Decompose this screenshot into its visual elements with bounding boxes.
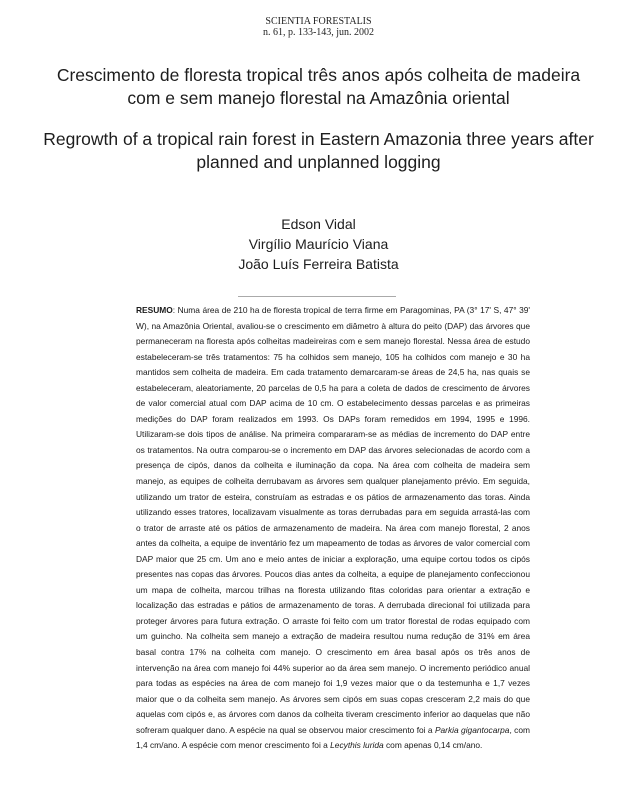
abstract-label: RESUMO: [136, 305, 173, 315]
abstract-text: , com 1,4 cm/ano. A espécie com menor crescimento foi a: [136, 724, 530, 751]
author-name: João Luís Ferreira Batista: [238, 256, 399, 272]
author-list: [0, 214, 637, 274]
abstract-paragraph: [136, 303, 530, 754]
separator-rule: [238, 296, 396, 297]
journal-citation: n. 61, p. 133-143, jun. 2002: [262, 27, 375, 38]
author-name: Edson Vidal: [281, 216, 356, 232]
abstract-text: : Numa área de 210 ha de floresta tropical de terra firme em Paragominas, PA (3° 17' S, 47° 39' W), na Amazônia Oriental, avaliou-se o crescimento em diâmetro à altura do peito (DAP) das árvores que permaneceram na floresta após colheitas madeireiras com e sem manejo florestal. Nessa área de estudo estabeleceram-se três tratamentos: 75 ha colhidos sem manejo, 105 ha colhidos com manejo e 30 ha mantidos sem colheita de madeira. Em cada tratamento demarcaram-se áreas de 24,5 ha, nas quais se estabeleceram, aleatoriamente, 20 parcelas de 0,5 ha para a coleta de dados de crescimento de árvores de valor comercial atual com DAP acima de 10 cm. O estabelecimento dessas parcelas e as primeiras medições do DAP foram realizados em 1993. Os DAPs foram remedidos em 1994, 1995 e 1996. Utilizaram-se dois tipos de análise. Na primeira compararam-se as médias de incremento do DAP entre os tratamentos. Na outra comparou-se o incremento em DAP das árvores selecionadas de acordo com a presença de cipós, danos da colheita e iluminação da copa. Na área com colheita de madeira sem manejo, as equipes de colheita derrubavam as árvores sem qualquer planejamento prévio. Em seguida, utilizando um trator de esteira, construíam as estradas e os pátios de armazenamento das toras. Ainda utilizando esses tratores, localizavam visualmente as toras derrubadas para em seguida arrastá-las com o trator de arraste até os pátios de armazenamento de madeira. Na área com manejo florestal, 2 anos antes da colheita, a equipe de inventário fez um mapeamento de todas as árvores de valor comercial com DAP maior que 25 cm. Um ano e meio antes de iniciar a exploração, uma equipe cortou todos os cipós presentes nas copas das árvores. Poucos dias antes da colheita, a equipe de planejamento confeccionou um mapa de colheita, marcou trilhas na floresta utilizando fitas coloridas para orientar a extração e localização das estradas e pátios de armazenamento de toras. A derrubada direcional foi utilizada para proteger árvores para futura extração. O arraste foi feito com um trator florestal de rodas equipado com um guincho. Na colheita sem manejo a extração de madeira resultou numa redução de 31% em área basal contra 17% na colheita com manejo. O crescimento em área basal após os três anos de intervenção na área com manejo foi 44% superior ao da área sem manejo. O incremento periódico anual para todas as espécies na área de com manejo foi 1,9 vezes maior que o da testemunha e 1,7 vezes maior que o da colheita sem manejo. As árvores sem cipós em suas copas cresceram 2,2 mais do que aquelas com cipós e, as árvores com danos da colheita tiveram crescimento inferior ao daquelas que não sofreram qualquer dano. A espécie na qual se observou maior crescimento foi a: [136, 305, 530, 735]
title-english: Regrowth of a tropical rain forest in Eastern Amazonia three years after planned and unplanned logging: [43, 129, 594, 172]
journal-name: SCIENTIA FORESTALIS: [265, 16, 372, 27]
journal-header: [0, 16, 637, 38]
author-name: Virgílio Maurício Viana: [248, 236, 389, 252]
title-block: [40, 64, 597, 174]
species-name: Lecythis lurida: [330, 740, 384, 751]
abstract-text: com apenas 0,14 cm/ano.: [383, 740, 483, 751]
species-name: Parkia gigantocarpa: [434, 724, 510, 735]
title-portuguese: Crescimento de floresta tropical três anos após colheita de madeira com e sem manejo florestal na Amazônia oriental: [56, 65, 581, 108]
